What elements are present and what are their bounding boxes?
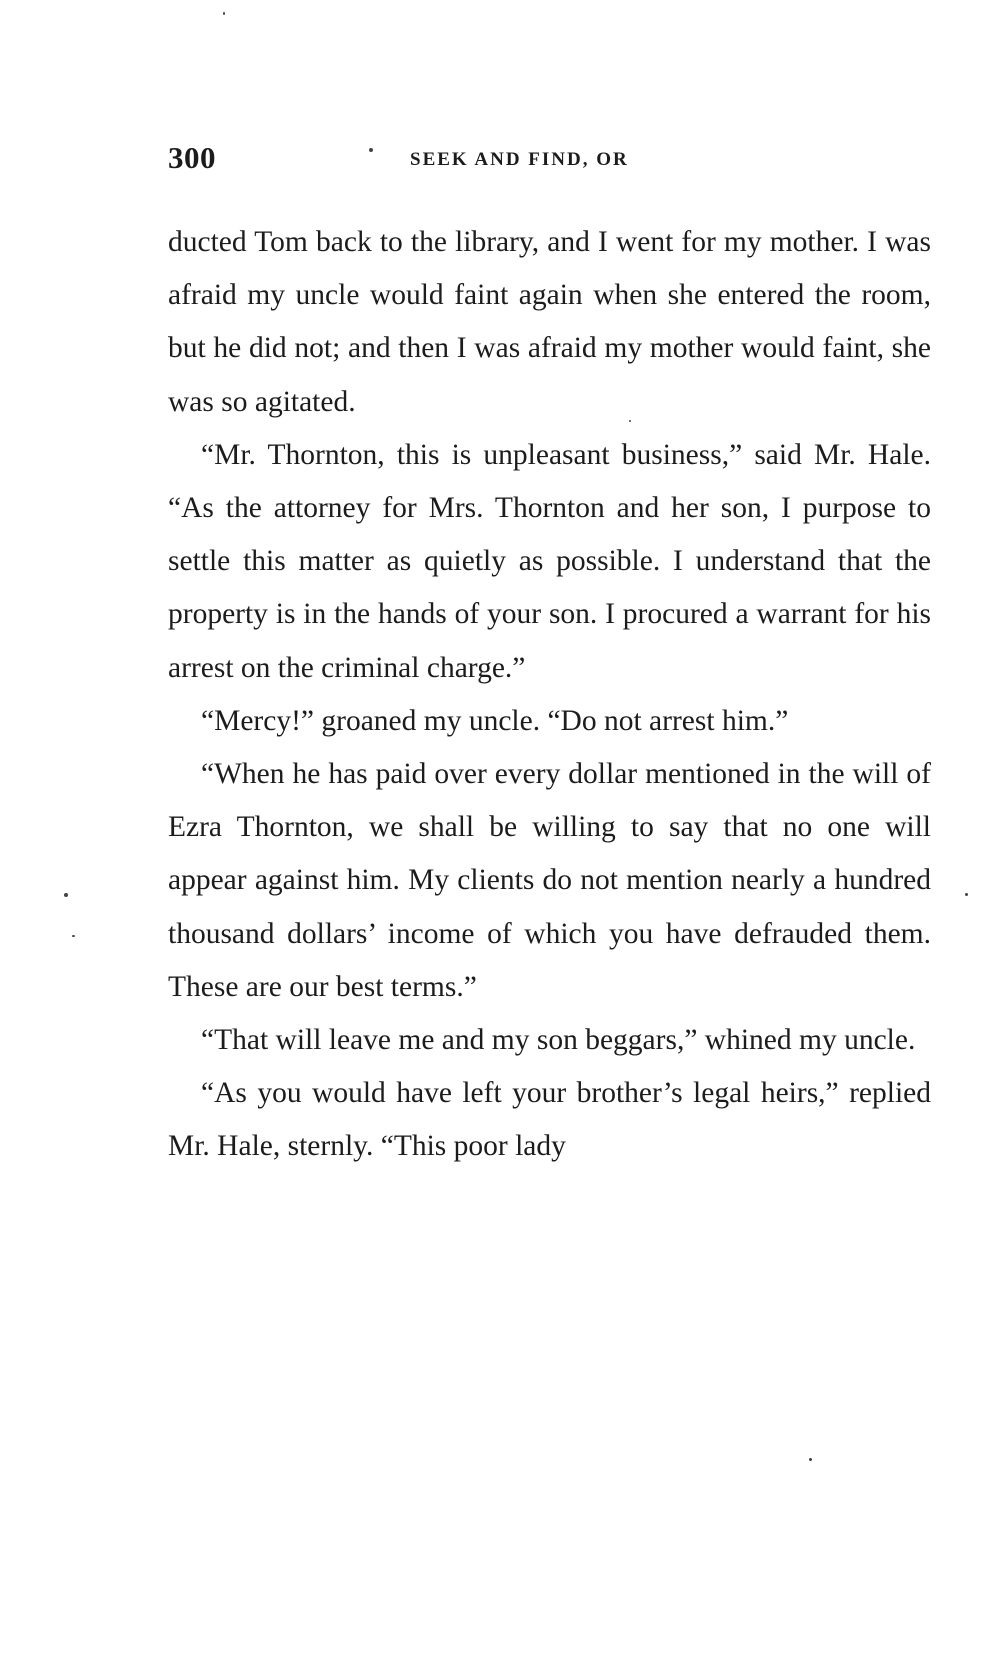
scan-speck xyxy=(629,420,631,422)
running-title: SEEK AND FIND, OR xyxy=(410,149,629,170)
scan-speck xyxy=(223,12,225,15)
paragraph-3: “Mercy!” groaned my uncle. “Do not arrest him.” xyxy=(201,704,789,737)
scan-speck xyxy=(64,893,68,897)
paragraph-6: “As you would have left your brother’s legal heirs,” replied Mr. Hale, sternly. “This poor lady xyxy=(168,1077,931,1163)
scan-speck xyxy=(369,148,373,152)
body-text xyxy=(168,216,931,1174)
page-number: 300 xyxy=(168,140,216,175)
scan-speck xyxy=(809,1458,812,1461)
paragraph-1: ducted Tom back to the library, and I went for my mother. I was afraid my uncle would faint again when she entered the room, but he did not; and then I was afraid my mother would faint, she was so agitated. xyxy=(168,226,931,418)
paragraph-4: “When he has paid over every dollar mentioned in the will of Ezra Thornton, we shall be willing to say that no one will appear against him. My clients do not mention nearly a hundred thousand dollars’ income of which you have defrauded them. These are our best terms.” xyxy=(168,758,931,1003)
paragraph-5: “That will leave me and my son beggars,” whined my uncle. xyxy=(201,1024,916,1057)
scan-speck xyxy=(72,935,75,937)
paragraph-2: “Mr. Thornton, this is unpleasant business,” said Mr. Hale. “As the attorney for Mrs. Thornton and her son, I purpose to settle this matter as quietly as possible. I understand that the property is in the hands of your son. I procured a warrant for his arrest on the criminal charge.” xyxy=(168,438,931,684)
scan-speck xyxy=(965,893,968,896)
page-header xyxy=(168,140,928,180)
